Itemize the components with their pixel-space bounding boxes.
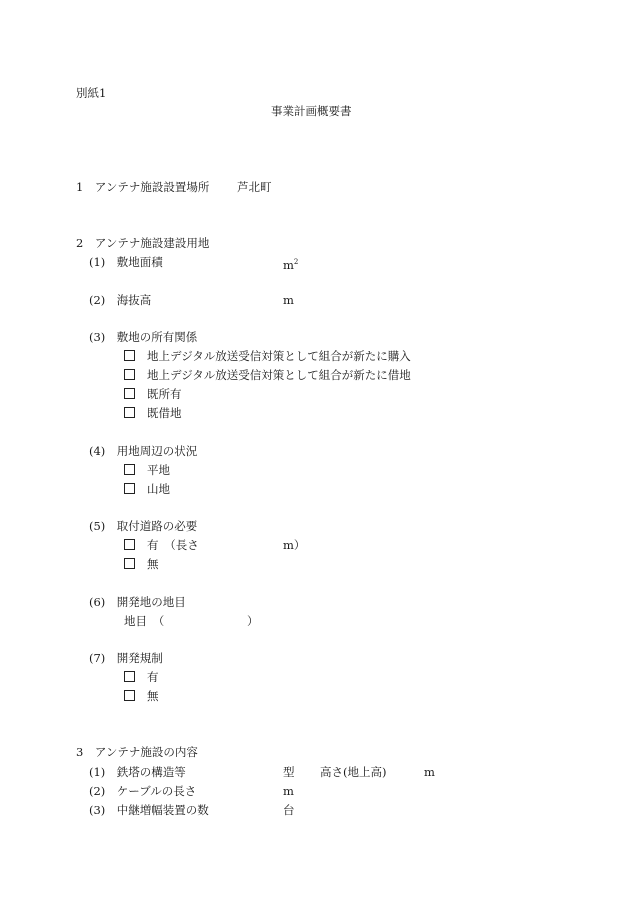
checkbox[interactable] [124,464,135,475]
section-1-label: 1 アンテナ施設設置場所 [76,180,210,194]
ownership-option-lease[interactable]: 地上デジタル放送受信対策として組合が新たに借地 [124,368,411,382]
section-3-label: 3 アンテナ施設の内容 [76,745,198,759]
tower-height-label: 高さ(地上高) [320,765,387,779]
checkbox[interactable] [124,558,135,569]
ownership-option-purchase[interactable]: 地上デジタル放送受信対策として組合が新たに購入 [124,349,411,363]
regulation-option-no[interactable]: 無 [124,689,159,703]
checkbox[interactable] [124,388,135,399]
amplifier-count-label: (3) 中継増幅装置の数 [89,803,209,817]
surroundings-option-mountain[interactable]: 山地 [124,482,170,496]
section-2-label: 2 アンテナ施設建設用地 [76,236,210,250]
checkbox[interactable] [124,350,135,361]
access-road-length-unit: m） [283,538,306,552]
regulation-option-yes[interactable]: 有 [124,670,159,684]
development-regulation-label: (7) 開発規制 [89,651,163,665]
installation-location-value: 芦北町 [237,180,272,194]
elevation-label: (2) 海抜高 [89,293,152,307]
ownership-label: (3) 敷地の所有関係 [89,330,198,344]
attachment-label: 別紙1 [76,86,107,100]
ownership-option-owned[interactable]: 既所有 [124,387,182,401]
surroundings-label: (4) 用地周辺の状況 [89,444,198,458]
tower-height-unit: m [424,765,435,779]
document-title: 事業計画概要書 [271,104,352,118]
access-road-label: (5) 取付道路の必要 [89,519,198,533]
land-category-close: ） [247,614,259,628]
checkbox[interactable] [124,690,135,701]
surroundings-option-flat[interactable]: 平地 [124,463,170,477]
site-area-label: (1) 敷地面積 [89,255,163,269]
site-area-unit: $m^2$ [283,257,299,272]
land-category-label: (6) 開発地の地目 [89,595,186,609]
elevation-unit: m [283,293,294,307]
tower-type-label: 型 [283,765,295,779]
land-category-field: 地目 （ [124,614,165,628]
cable-length-unit: m [283,784,294,798]
checkbox[interactable] [124,407,135,418]
checkbox[interactable] [124,539,135,550]
ownership-option-leased[interactable]: 既借地 [124,406,182,420]
access-road-option-yes[interactable]: 有 （長さ [124,538,199,552]
checkbox[interactable] [124,671,135,682]
amplifier-count-unit: 台 [283,803,295,817]
tower-structure-label: (1) 鉄塔の構造等 [89,765,186,779]
access-road-option-no[interactable]: 無 [124,557,159,571]
checkbox[interactable] [124,369,135,380]
cable-length-label: (2) ケーブルの長さ [89,784,197,798]
checkbox[interactable] [124,483,135,494]
